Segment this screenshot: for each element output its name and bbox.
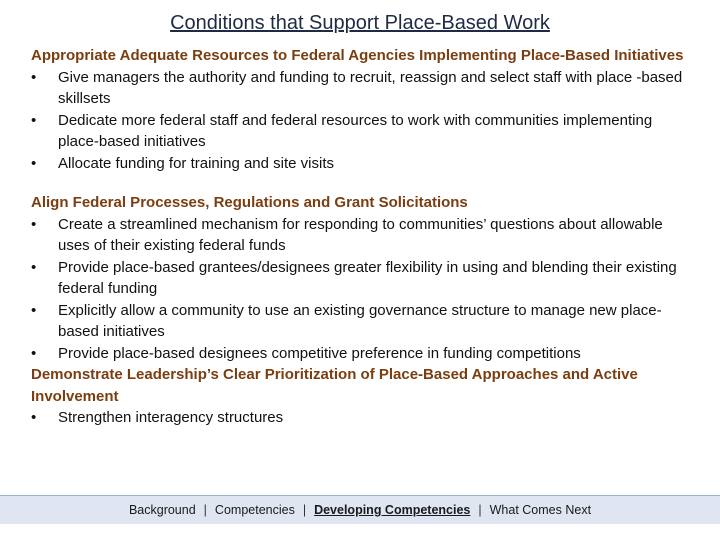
list-item-text: Explicitly allow a community to use an existing governance structure to manage new place-based initiatives: [58, 301, 662, 340]
nav-link-competencies[interactable]: Competencies: [214, 503, 295, 517]
bullet-icon: •: [31, 154, 37, 172]
bullet-list: [31, 214, 691, 365]
bullet-icon: •: [31, 111, 37, 129]
bullet-list: [31, 67, 691, 175]
section-leadership: [31, 364, 691, 429]
section-processes: [31, 192, 691, 364]
section-heading: Appropriate Adequate Resources to Federal Agencies Implementing Place-Based Initiatives: [31, 47, 684, 64]
list-item-text: Strengthen interagency structures: [58, 409, 284, 426]
list-item: [31, 257, 691, 300]
nav-link-developing-competencies[interactable]: Developing Competencies: [314, 503, 471, 517]
list-item-text: Create a streamlined mechanism for responding to communities’ questions about allowable uses of their existing federal funds: [58, 215, 663, 254]
list-item: [31, 407, 691, 429]
list-item: [31, 343, 691, 365]
nav-separator: |: [478, 503, 482, 517]
list-item-text: Allocate funding for training and site visits: [58, 154, 334, 172]
list-item: [31, 153, 691, 175]
bullet-icon: •: [31, 409, 37, 426]
list-item: [31, 214, 691, 257]
section-spacer: [31, 174, 691, 192]
section-heading: Align Federal Processes, Regulations and Grant Solicitations: [31, 194, 468, 211]
page-title: Conditions that Support Place-Based Work: [170, 12, 550, 34]
list-item: [31, 110, 691, 153]
bullet-icon: •: [31, 258, 37, 276]
footer-nav: [0, 495, 720, 524]
list-item-text: Give managers the authority and funding to recruit, reassign and select staff with place -based skillsets: [58, 68, 683, 107]
nav-separator: |: [302, 503, 307, 517]
nav-separator: |: [203, 503, 207, 517]
list-item-text: Provide place-based designees competitive preference in funding competitions: [58, 344, 581, 362]
bullet-list: [31, 407, 691, 429]
list-item-text: Provide place-based grantees/designees greater flexibility in using and blending their existing federal funding: [58, 258, 677, 297]
section-resources: [31, 45, 691, 174]
bullet-icon: •: [31, 344, 37, 362]
bullet-icon: •: [31, 68, 37, 86]
bullet-icon: •: [31, 301, 37, 319]
bullet-icon: •: [31, 215, 37, 233]
nav-link-what-comes-next[interactable]: What Comes Next: [489, 503, 592, 517]
list-item: [31, 67, 691, 110]
nav-link-background[interactable]: Background: [128, 503, 196, 517]
content-body: [31, 45, 691, 429]
list-item: [31, 300, 691, 343]
list-item-text: Dedicate more federal staff and federal resources to work with communities implementing place-based initiatives: [58, 111, 653, 150]
section-heading: Demonstrate Leadership’s Clear Prioritization of Place-Based Approaches and Active Involvement: [31, 366, 638, 405]
